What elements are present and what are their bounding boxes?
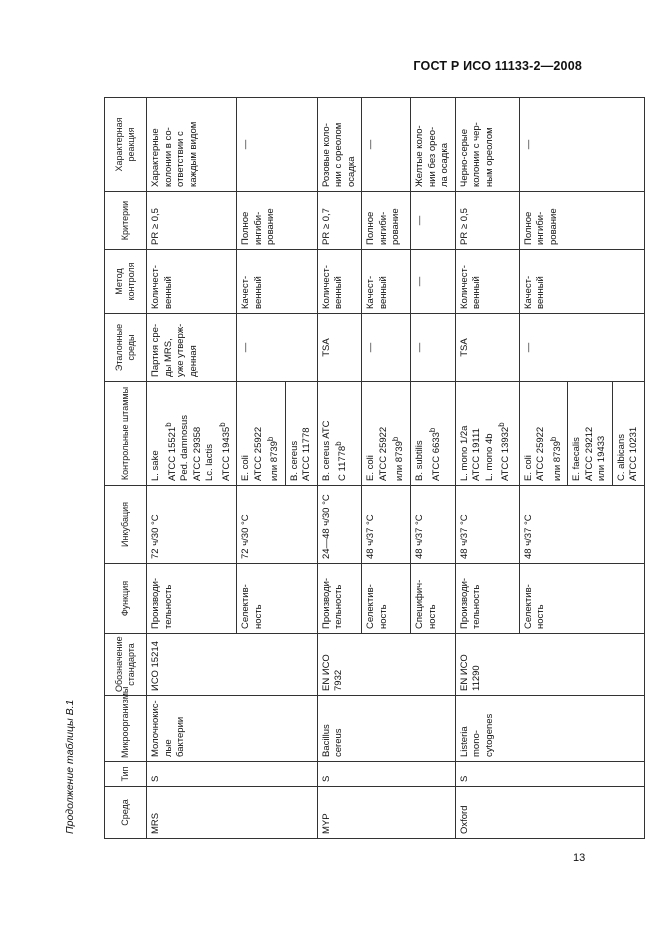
reaction-cell: — (237, 98, 318, 192)
method-cell: Качест- венный (362, 250, 411, 314)
reaction-cell: Характерные колонии в со- ответствии с каждым видом (147, 98, 237, 192)
strains-cell: E. coli ATCC 25922 или 8739$^b$ (362, 382, 411, 486)
incubation-cell: 48 ч/37 °С (411, 486, 456, 564)
table-caption: Продолжение таблицы В.1 (64, 699, 76, 834)
function-cell: Производи- тельность (317, 564, 362, 634)
header-cell: Метод контроля (105, 250, 147, 314)
criteria-cell: — (411, 192, 456, 250)
criteria-cell: Полное ингиби- рование (519, 192, 644, 250)
criteria-cell: Полное ингиби- рование (237, 192, 318, 250)
type-cell: S (317, 762, 455, 787)
strains-cell: B. cereus ATCC 11778 (285, 382, 317, 486)
header-cell: Среда (105, 787, 147, 839)
criteria-cell: PR ≥ 0,7 (317, 192, 362, 250)
criteria-cell: PR ≥ 0,5 (147, 192, 237, 250)
function-cell: Производи- тельность (455, 564, 519, 634)
header-cell: Обозначение стандарта (105, 634, 147, 696)
function-cell: Производи- тельность (147, 564, 237, 634)
header-row (105, 98, 147, 839)
organism-cell: Listeria mono- cytogenes (455, 696, 644, 762)
function-cell: Селектив- ность (519, 564, 644, 634)
incubation-cell: 48 ч/37 °С (362, 486, 411, 564)
function-cell: Селектив- ность (362, 564, 411, 634)
method-cell: Качест- венный (519, 250, 644, 314)
reference-cell: — (362, 314, 411, 382)
medium-cell: MRS (147, 787, 318, 839)
reference-cell: — (411, 314, 456, 382)
type-cell: S (147, 762, 318, 787)
strains-cell: E. coli ATCC 25922 или 8739$^b$ (237, 382, 286, 486)
incubation-cell: 72 ч/30 °С (237, 486, 318, 564)
method-cell: Количест- венный (147, 250, 237, 314)
incubation-cell: 72 ч/30 °С (147, 486, 237, 564)
header-cell: Контрольные штаммы (105, 382, 147, 486)
type-cell: S (455, 762, 644, 787)
table-row (455, 98, 519, 839)
function-cell: Селектив- ность (237, 564, 318, 634)
strains-cell: L. sake ATCC 15521$^b$ Ped. damnosus ATCC 29358 Lc. lactis ATCC 19435$^b$ (147, 382, 237, 486)
criteria-cell: Полное ингиби- рование (362, 192, 411, 250)
strains-cell: L. mono 1/2a ATCC 19111 L. mono 4b ATCC 13932$^b$ (455, 382, 519, 486)
incubation-cell: 48 ч/37 °С (455, 486, 519, 564)
header-cell: Функция (105, 564, 147, 634)
organism-cell: Bacillus cereus (317, 696, 455, 762)
method-cell: — (411, 250, 456, 314)
criteria-cell: PR ≥ 0,5 (455, 192, 519, 250)
standard-cell: EN ИСО 7932 (317, 634, 455, 696)
header-cell: Критерии (105, 192, 147, 250)
reference-cell: — (519, 314, 644, 382)
table-row (317, 98, 362, 839)
strains-cell: B. subtilis ATCC 6633$^b$ (411, 382, 456, 486)
header-cell: Эталонные среды (105, 314, 147, 382)
medium-cell: MYP (317, 787, 455, 839)
organism-cell: Молочнокис- лые бактерии (147, 696, 318, 762)
method-cell: Количест- венный (317, 250, 362, 314)
reaction-cell: Желтые коло- нии без орео- ла осадка (411, 98, 456, 192)
header-cell: Тип (105, 762, 147, 787)
table-row (147, 98, 237, 839)
reference-cell: TSA (455, 314, 519, 382)
reaction-cell: — (519, 98, 644, 192)
standard-cell: EN ИСО 11290 (455, 634, 644, 696)
rotated-table-area (64, 98, 640, 839)
reference-cell: TSA (317, 314, 362, 382)
method-cell: Качест- венный (237, 250, 318, 314)
standard-cell: ИСО 15214 (147, 634, 318, 696)
medium-cell: Oxford (455, 787, 644, 839)
header-cell: Микроорганизмы (105, 696, 147, 762)
incubation-cell: 48 ч/37 °С (519, 486, 644, 564)
media-table (104, 97, 645, 839)
header-cell: Характерная реакция (105, 98, 147, 192)
reference-cell: — (237, 314, 318, 382)
function-cell: Специфич- ность (411, 564, 456, 634)
header-cell: Инкубация (105, 486, 147, 564)
page-number: 13 (573, 852, 586, 864)
strains-cell: C. albicans ATCC 10231 (612, 382, 644, 486)
strains-cell: E. faecalis ATCC 29212 или 19433 (568, 382, 613, 486)
strains-cell: B. cereus ATC C 11778$^b$ (317, 382, 362, 486)
reaction-cell: Розовые коло- нии с ореолом осадка (317, 98, 362, 192)
reference-cell: Партия сре- ды MRS, уже утверж- денная (147, 314, 237, 382)
reaction-cell: — (362, 98, 411, 192)
method-cell: Количест- венный (455, 250, 519, 314)
strains-cell: E. coli ATCC 25922 или 8739$^b$ (519, 382, 568, 486)
document-code: ГОСТ Р ИСО 11133-2—2008 (413, 59, 582, 73)
incubation-cell: 24—48 ч/30 °С (317, 486, 362, 564)
reaction-cell: Черно-серые колонии с чер- ным ореолом (455, 98, 519, 192)
